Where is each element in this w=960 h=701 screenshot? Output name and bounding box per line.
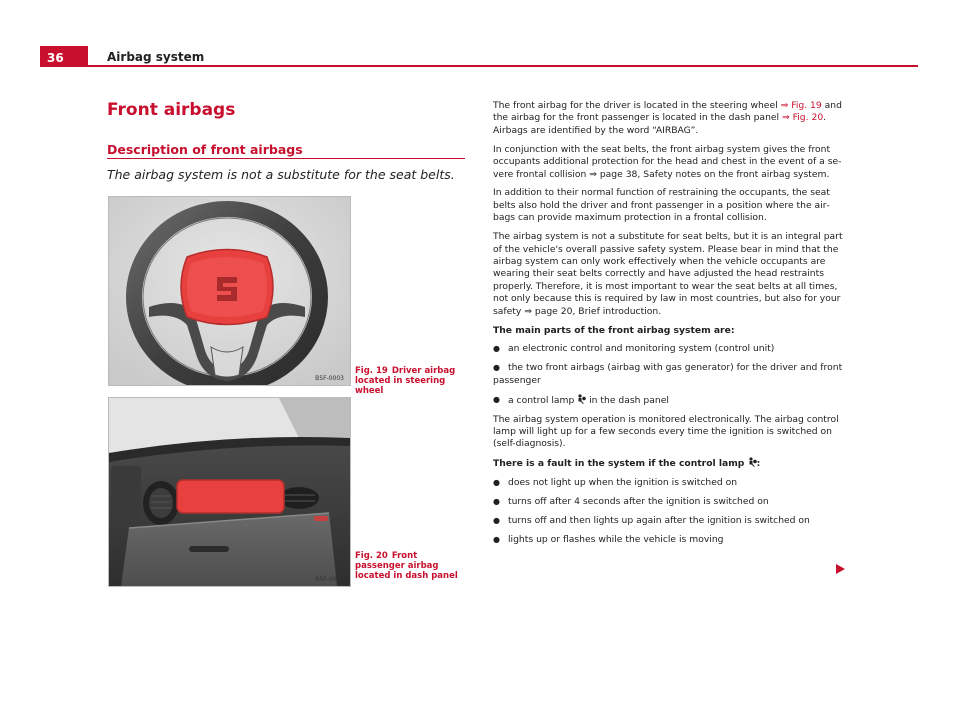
fault-heading [493,457,843,470]
subsection-rule [107,158,465,159]
text: in the dash panel [586,394,669,406]
figure-caption-19 [355,366,463,396]
bullet-icon: ● [493,515,500,525]
figure-label: Fig. 19 [355,366,388,376]
list-item-text: the two front airbags (airbag with gas generator) for the driver and front passenger [493,362,843,386]
header-rule [40,65,918,67]
text: and the airbag for the front passenger is located in the dash panel [493,100,842,124]
paragraph-self-diagnosis: The airbag system operation is monitored electronically. The airbag control lamp will light up for a few seconds every time the ignition is switched on (self-diagnosis). [493,413,839,450]
list-item [493,477,843,489]
text: The front airbag for the driver is located in the steering wheel [493,100,781,111]
list-item [493,343,843,355]
text: There is a fault in the system if the control lamp [493,458,748,470]
bullet-icon: ● [493,394,500,404]
list-item-text: does not light up when the ignition is switched on [508,477,738,489]
figure-caption-text: Driver airbag located in steering wheel [355,366,456,396]
running-head: Airbag system [107,50,205,64]
page-number: 36 [40,46,88,67]
lead-text: The airbag system is not a substitute for the seat belts. [107,167,455,182]
continue-arrow-icon [836,564,845,574]
list-item-text: turns off after 4 seconds after the ignition is switched on [508,496,769,508]
main-parts-heading: The main parts of the front airbag system are: [493,324,735,336]
figure-caption-20 [355,551,463,581]
text: : [756,458,761,470]
bullet-icon: ● [493,497,500,507]
list-item [493,534,843,546]
steering-wheel-illustration [109,197,350,385]
bullet-icon: ● [493,363,500,373]
body-text [493,100,843,553]
list-item [493,515,843,527]
fig-19-link[interactable]: ⇒ Fig. 19 [780,100,822,111]
figure-dash-panel [108,397,351,587]
figure-label: Fig. 20 [355,551,388,561]
figure-code: B5F-0004 [315,576,344,583]
dash-panel-illustration [109,398,350,586]
figure-steering-wheel [108,196,351,386]
list-item-text [508,394,843,407]
list-item [493,496,843,508]
list-item-text: turns off and then lights up again after the ignition is switched on [508,514,810,526]
text: . Airbags are identified by the word “AIRBAG”. [493,112,827,136]
paragraph-passive-safety: The airbag system is not a substitute for seat belts, but it is an integral part of the vehicle's overall passive safety system. Please bear in mind that the airbag system can only work effectively when the vehicle occupants are wearing their seat belts correctly and have adjusted the head restraints properly. Therefore, it is most important to wear the seat belts at all times, not only because this is required by law in most countries, but also for your safety ⇒ page 20, Brief introduction. [493,231,843,317]
subsection-title: Description of front airbags [107,142,303,157]
airbag-lamp-icon [577,394,586,404]
bullet-icon: ● [493,534,500,544]
text: a control lamp [508,394,578,406]
list-item [493,394,843,407]
bullet-icon: ● [493,478,500,488]
paragraph-seat-belts: In addition to their normal function of restraining the occupants, the seat belts also hold the driver and front passenger in a position where the airbags can provide maximum protection in a frontal collision. [493,187,830,224]
paragraph-protection: In conjunction with the seat belts, the front airbag system gives the front occupants additional protection for the head and chest in the event of a severe frontal collision ⇒ page 38, Safety notes on the front airbag system. [493,143,842,180]
figure-caption-text: Front passenger airbag located in dash panel [355,551,458,581]
section-title: Front airbags [107,100,236,120]
airbag-lamp-icon [748,457,757,467]
figure-code: B5F-0003 [315,375,344,382]
list-item [493,362,843,387]
bullet-icon: ● [493,344,500,354]
fig-20-link[interactable]: ⇒ Fig. 20 [782,112,824,124]
list-item-text: lights up or flashes while the vehicle is moving [508,533,724,545]
paragraph-airbag-location [493,100,843,137]
list-item-text: an electronic control and monitoring system (control unit) [508,343,775,355]
